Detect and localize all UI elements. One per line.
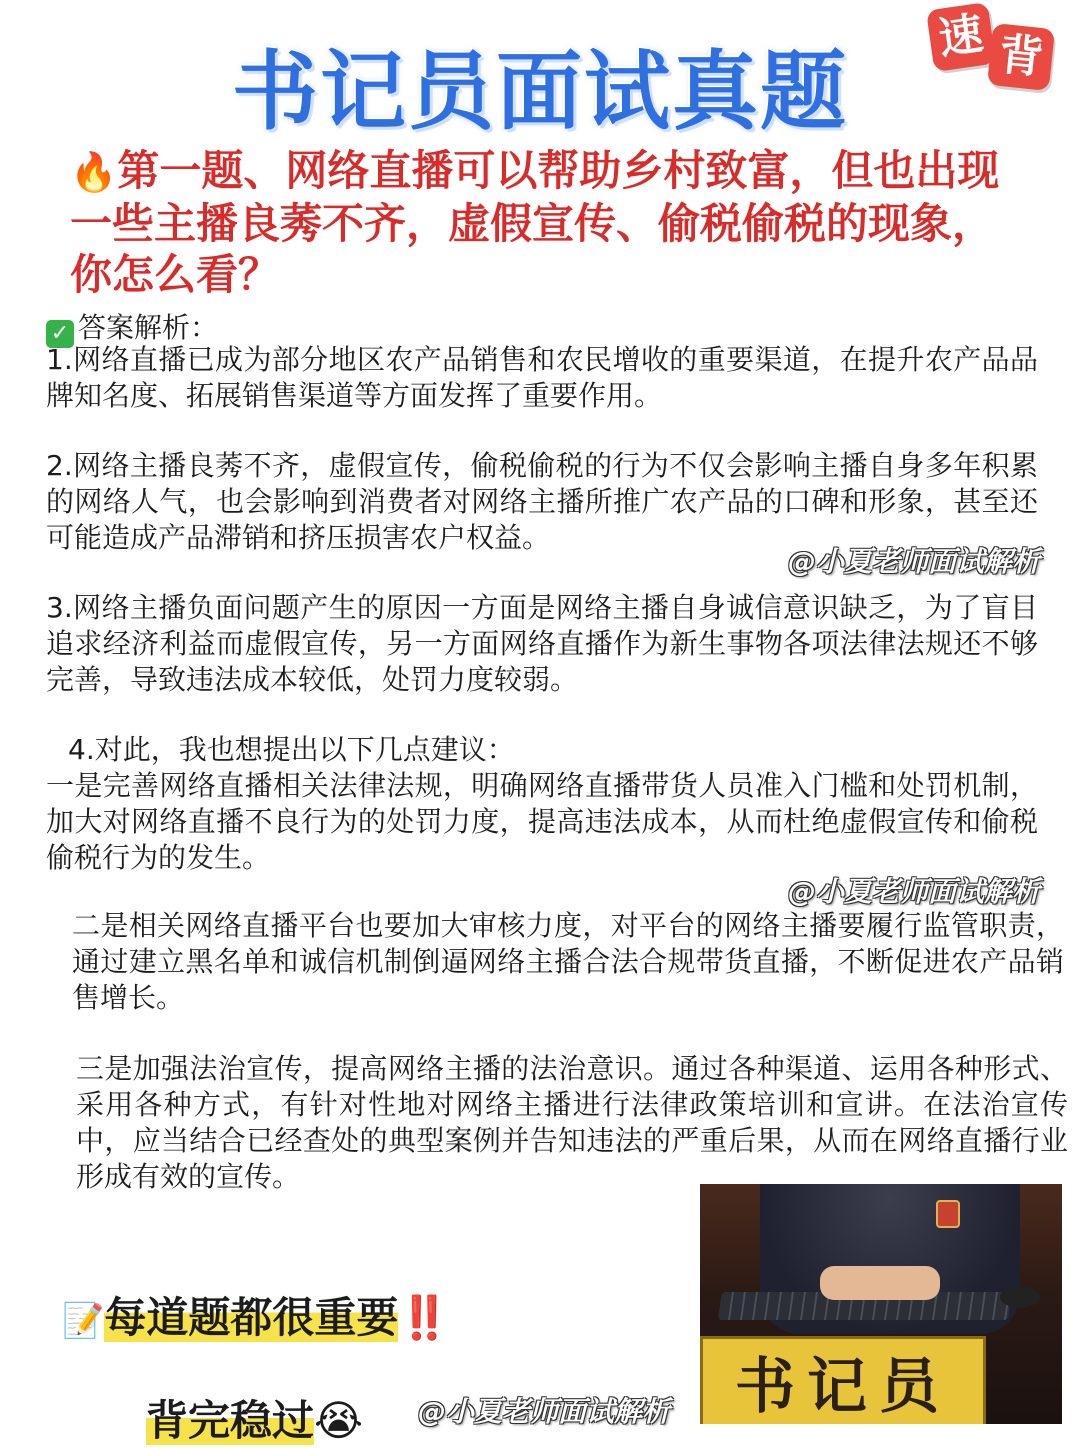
page-title: 书记员面试真题	[232, 42, 848, 142]
crying-face-icon: 😭	[314, 1396, 364, 1445]
answer-paragraph-1: 1.网络直播已成为部分地区农产品销售和农民增收的重要渠道，在提升农产品品牌知名度、拓展销售渠道等方面发挥了重要作用。	[46, 343, 1038, 412]
watermark: @小夏老师面试解析	[788, 545, 1041, 578]
double-exclamation-icon: ‼️	[398, 1293, 451, 1342]
badge-bei: 背	[987, 23, 1055, 91]
answer-paragraph-6: 三是加强法治宣传，提高网络主播的法治意识。通过各种渠道、运用各种形式、采用各种方式，有针对性地对网络主播进行法律政策培训和宣讲。在法治宣传中，应当结合已经查处的典型案例并告知违法的严重后果，从而在网络直播行业形成有效的宣传。	[76, 1052, 1068, 1193]
memo-icon: 📝	[62, 1301, 105, 1341]
promo-line-1	[62, 1285, 451, 1345]
watermark: @小夏老师面试解析	[418, 1395, 671, 1428]
answer-heading: 答案解析：	[78, 311, 219, 344]
clerk-name-sign: 书记员	[700, 1336, 986, 1424]
badge-su: 速	[926, 2, 996, 72]
mouse	[1000, 1286, 1040, 1308]
promo-text-1: 每道题都很重要	[104, 1293, 399, 1342]
promo-text-2: 背完稳过	[146, 1396, 315, 1445]
watermark: @小夏老师面试解析	[788, 875, 1041, 908]
answer-paragraph-4-heading: 4.对此，我也想提出以下几点建议：	[68, 733, 515, 766]
promo-line-2	[146, 1388, 363, 1448]
hands	[820, 1266, 940, 1300]
question-block	[70, 145, 1030, 300]
court-clerk-photo	[700, 1184, 1062, 1424]
court-emblem-icon	[936, 1200, 960, 1228]
fire-icon: 🔥	[70, 150, 118, 194]
answer-paragraph-4-body: 一是完善网络直播相关法律法规，明确网络直播带货人员准入门槛和处罚机制，加大对网络直播不良行为的处罚力度，提高违法成本，从而杜绝虚假宣传和偷税偷税行为的发生。	[46, 769, 1038, 874]
check-icon: ✓	[46, 320, 74, 348]
answer-paragraph-2: 2.网络主播良莠不齐，虚假宣传，偷税偷税的行为不仅会影响主播自身多年积累的网络人气，也会影响到消费者对网络主播所推广农产品的口碑和形象，甚至还可能造成产品滞销和挤压损害农户权益。	[46, 449, 1038, 554]
question-text: 第一题、网络直播可以帮助乡村致富，但也出现一些主播良莠不齐，虚假宣传、偷税偷税的现象，你怎么看？	[70, 146, 1000, 299]
answer-paragraph-5: 二是相关网络直播平台也要加大审核力度，对平台的网络主播要履行监管职责，通过建立黑名单和诚信机制倒逼网络主播合法合规带货直播，不断促进农产品销售增长。	[72, 909, 1064, 1014]
answer-paragraph-3: 3.网络主播负面问题产生的原因一方面是网络主播自身诚信意识缺乏，为了盲目追求经济利益而虚假宣传，另一方面网络直播作为新生事物各项法律法规还不够完善，导致违法成本较低，处罚力度较弱。	[46, 591, 1038, 696]
